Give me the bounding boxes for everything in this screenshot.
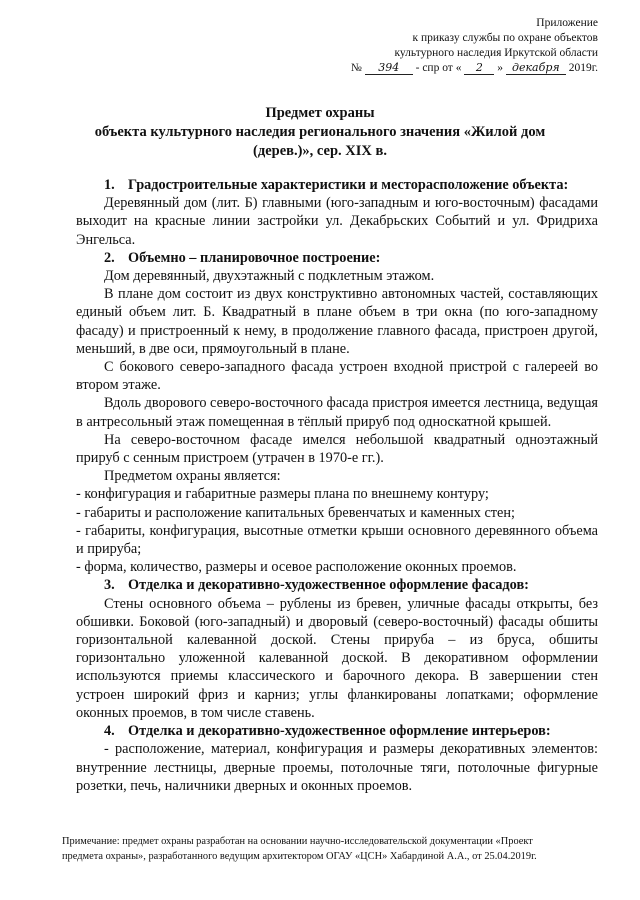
section-2-list-item-2: - габариты и расположение капитальных бревенчатых и каменных стен; (76, 504, 516, 521)
order-day-handwritten: 2 (464, 62, 494, 75)
annex-line-1: Приложение (536, 17, 598, 29)
order-date-mid: » (497, 62, 503, 74)
section-1-paragraph: Деревянный дом (лит. Б) главными (юго-западным и юго-восточным) фасадами выходит на красные линии застройки ул. Декабрьских Событий и ул. Фридриха Энгельса. (76, 195, 598, 248)
section-2-heading: 2. Объемно – планировочное построение: (104, 249, 381, 266)
section-1-heading: 1. Градостроительные характеристики и месторасположение объекта: (104, 177, 569, 193)
section-2-list-item-1: - конфигурация и габаритные размеры плана по внешнему контуру; (76, 486, 489, 503)
order-month-handwritten: декабря (506, 62, 566, 75)
section-2-list-item-3: - габариты, конфигурация, высотные отметки крыши основного деревянного объема и прируба; (76, 522, 598, 558)
title-line-1: Предмет охраны (265, 105, 375, 121)
order-number-line (298, 61, 598, 76)
section-2-paragraph-1: Дом деревянный, двухэтажный с подклетным этажом. (104, 268, 435, 285)
annex-line-2: к приказу службы по охране объектов (412, 32, 598, 44)
document-title (60, 104, 580, 161)
footnote-line-2: предмета охраны», разработанного ведущим архитектором ОГАУ «ЦСН» Хабардиной А.А., от 25.04.2019г. (62, 851, 537, 862)
section-2-list-item-4: - форма, количество, размеры и осевое расположение оконных проемов. (76, 559, 517, 576)
section-2-paragraph-4: Вдоль дворового северо-восточного фасада пристроя имеется лестница, ведущая в антресольный этаж помещенная в тёплый прируб под односкатной крышей. (76, 395, 598, 430)
document-body (76, 176, 598, 795)
order-year: 2019г. (568, 62, 598, 74)
order-number-prefix: № (350, 62, 362, 74)
order-number-suffix: - спр от « (415, 62, 462, 74)
section-2-paragraph-5: На северо-восточном фасаде имелся небольшой квадратный одноэтажный прируб с сенным пристроем (утрачен в 1970-е гг.). (76, 431, 598, 467)
annex-line-3: культурного наследия Иркутской области (394, 47, 598, 59)
section-2-paragraph-2: В плане дом состоит из двух конструктивно автономных частей, составляющих единый объем лит. Б. Квадратный в плане объем в три окна (по юго-западному фасаду) и пристроенный к нему, в продолжение главного фасада, пристроен другой, меньший, в две оси, прямоугольный в плане. (76, 286, 598, 357)
section-2-paragraph-6: Предметом охраны является: (104, 468, 281, 485)
section-2-paragraph-3: С бокового северо-западного фасада устроен входной пристрой с галереей во втором этаже. (76, 359, 598, 394)
section-4-paragraph: - расположение, материал, конфигурация и размеры декоративных элементов: внутренние лестницы, дверные проемы, потолочные тяги, потолочные фигурные розетки, печь, наличники дверных и оконных проемов. (76, 741, 598, 794)
order-number-handwritten: 394 (365, 62, 413, 75)
footnote-line-1: Примечание: предмет охраны разработан на основании научно-исследовательской документации «Проект (62, 836, 533, 847)
section-3-paragraph: Стены основного объема – рублены из бревен, уличные фасады открыты, без обшивки. Боковой (юго-западный) и дворовый (северо-восточный) фасады обшиты горизонтальной калеванной доской. Стены прируба – из бруса, обшиты горизонтально уложенной калеванной доской. В декоративном оформлении используются приемы классического и барочного декора. В завершении стен устроен широкий фриз и карниз; углы фланкированы лопатками; оформление оконных проемов, в том числе ставень. (76, 595, 598, 721)
title-line-2: объекта культурного наследия регионального значения «Жилой дом (94, 124, 546, 140)
section-4-heading: 4. Отделка и декоративно-художественное оформление интерьеров: (104, 723, 551, 740)
annex-block (298, 16, 598, 76)
title-line-3: (дерев.)», сер. XIX в. (253, 143, 387, 159)
section-3-heading: 3. Отделка и декоративно-художественное оформление фасадов: (104, 577, 529, 594)
footnote (62, 834, 602, 864)
